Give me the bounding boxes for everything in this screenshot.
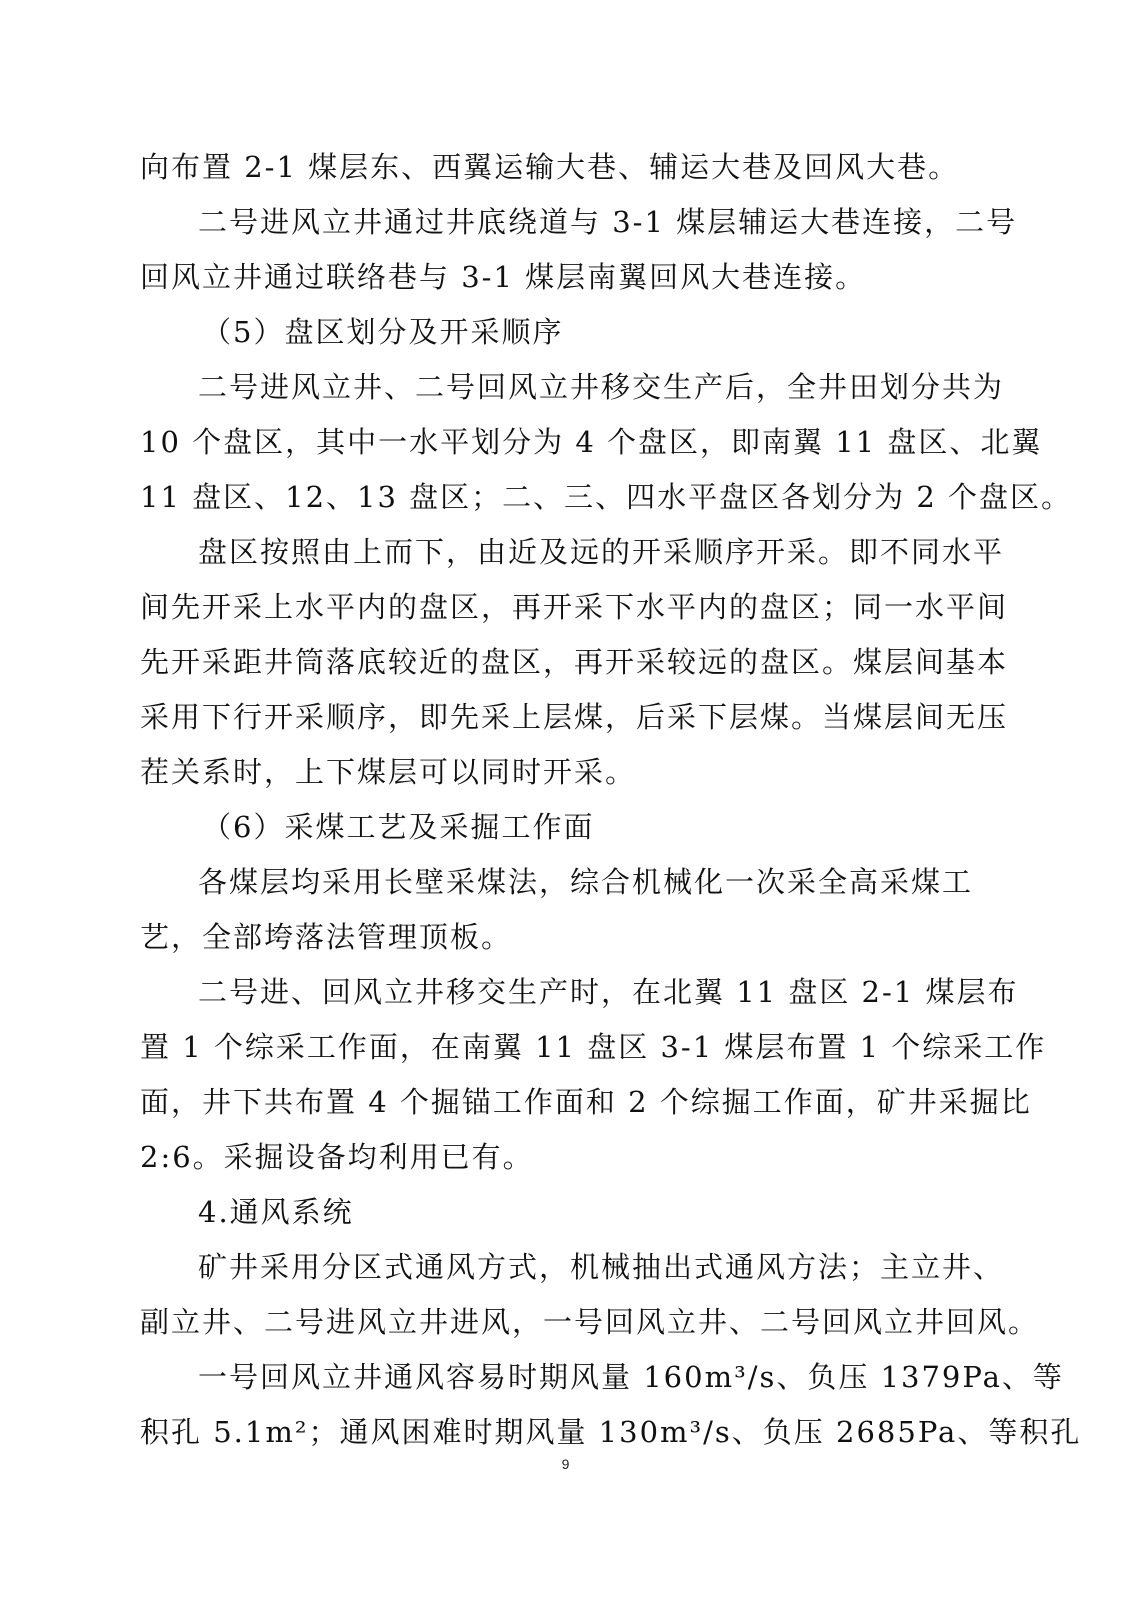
paragraph-first-line: 一号回风立井通风容易时期风量 160m³/s、负压 1379Pa、等 bbox=[198, 1360, 1064, 1394]
paragraph-first-line: 二号进风立井通过井底绕道与 3-1 煤层辅运大巷连接，二号 bbox=[198, 205, 1018, 239]
page-number: 9 bbox=[561, 1456, 570, 1472]
paragraph-first-line: 矿井采用分区式通风方式，机械抽出式通风方法；主立井、 bbox=[198, 1250, 1005, 1284]
text-line: 11 盘区、12、13 盘区；二、三、四水平盘区各划分为 2 个盘区。 bbox=[140, 480, 1073, 514]
paragraph-first-line: 盘区按照由上而下，由近及远的开采顺序开采。即不同水平 bbox=[198, 535, 1005, 569]
text-line: 回风立井通过联络巷与 3-1 煤层南翼回风大巷连接。 bbox=[140, 260, 867, 294]
text-line: 茬关系时，上下煤层可以同时开采。 bbox=[140, 755, 637, 789]
paragraph-first-line: 二号进风立井、二号回风立井移交生产后，全井田划分共为 bbox=[198, 370, 1005, 404]
text-line: 积孔 5.1m²；通风困难时期风量 130m³/s、负压 2685Pa、等积孔 bbox=[140, 1415, 1082, 1449]
section-heading: 4.通风系统 bbox=[198, 1195, 354, 1229]
text-line: 10 个盘区，其中一水平划分为 4 个盘区，即南翼 11 盘区、北翼 bbox=[140, 425, 1043, 459]
paragraph-first-line: 各煤层均采用长壁采煤法，综合机械化一次采全高采煤工 bbox=[198, 865, 974, 899]
section-heading: （6）采煤工艺及采掘工作面 bbox=[202, 810, 595, 844]
text-line: 副立井、二号进风立井进风，一号回风立井、二号回风立井回风。 bbox=[140, 1305, 1040, 1339]
text-line: 面，井下共布置 4 个掘锚工作面和 2 个综掘工作面，矿井采掘比 bbox=[140, 1085, 1032, 1119]
text-line: 先开采距井筒落底较近的盘区，再开采较远的盘区。煤层间基本 bbox=[140, 645, 1009, 679]
text-line: 艺，全部垮落法管理顶板。 bbox=[140, 920, 513, 954]
paragraph-first-line: 二号进、回风立井移交生产时，在北翼 11 盘区 2-1 煤层布 bbox=[198, 975, 1019, 1009]
text-line: 置 1 个综采工作面，在南翼 11 盘区 3-1 煤层布置 1 个综采工作 bbox=[140, 1030, 1047, 1064]
text-line: 间先开采上水平内的盘区，再开采下水平内的盘区；同一水平间 bbox=[140, 590, 1009, 624]
text-line: 采用下行开采顺序，即先采上层煤，后采下层煤。当煤层间无压 bbox=[140, 700, 1009, 734]
text-line: 向布置 2-1 煤层东、西翼运输大巷、辅运大巷及回风大巷。 bbox=[140, 150, 960, 184]
text-line: 2:6。采掘设备均利用已有。 bbox=[140, 1140, 534, 1174]
body-text bbox=[140, 140, 1082, 1460]
section-heading: （5）盘区划分及开采顺序 bbox=[202, 315, 564, 349]
